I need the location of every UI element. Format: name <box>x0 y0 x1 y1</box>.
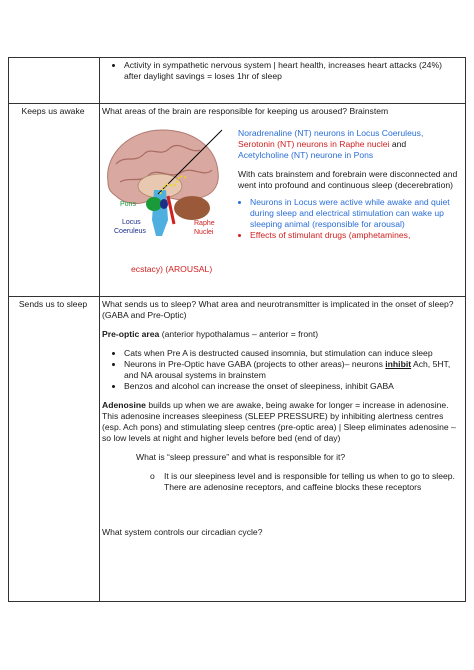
raphe-label-1: Raphe <box>194 220 215 227</box>
row2-nt-list <box>238 128 460 241</box>
raphe-label-2: Nuclei <box>194 229 214 236</box>
inhibit-word: inhibit <box>385 359 412 369</box>
preoptic-bullet-3: • Benzos and alcohol can increase the onset of sleepiness, inhibit GABA <box>124 381 460 392</box>
nt-serotonin: Serotonin (NT) neurons in Raphe nuclei <box>238 139 390 149</box>
preoptic-bullet-2 <box>124 359 460 381</box>
preoptic-heading: Pre-optic area <box>102 329 160 339</box>
preoptic-desc: (anterior hypothalamus – anterior = front) <box>159 329 319 339</box>
adenosine-heading: Adenosine <box>102 400 146 410</box>
nt-noradrenaline: Noradrenaline (NT) neurons in Locus Coeruleus, <box>238 128 424 138</box>
row3-content <box>102 299 460 538</box>
gaba-text: Neurons in Pre-Optic have GABA (projects to other areas)– neurons <box>124 359 386 369</box>
row1-bullet: • Activity in sympathetic nervous system | heart health, increases heart attacks (24%) after daylight savings = loses 1hr of sleep <box>124 60 460 82</box>
row1-content <box>102 60 460 82</box>
cats-decerebration: With cats brainstem and forebrain were disconnected and went into profound and continuous sleep (decerebration) <box>238 169 458 190</box>
adenosine-desc: builds up when we are awake, being awake for longer = increase in adenosine. This adenosine increases sleepiness (SLEEP PRESSURE) by inhibiting alertness centres (esp. Ach pons) and stimulating sleep centres (pre-optic area) | Sleep eliminates adenosine – so low levels at night and higher levels before bed (end of day) <box>102 400 456 443</box>
row3-question: What sends us to sleep? What area and neurotransmitter is implicated in the onset of sleep? (GABA and Pre-Optic) <box>102 299 454 320</box>
locus-region <box>160 199 168 209</box>
row2-label: Keeps us awake <box>21 106 85 116</box>
locus-label-2: Coeruleus <box>114 228 146 235</box>
pons-label: Pons <box>120 201 136 208</box>
pons-region <box>146 197 162 211</box>
circadian-question: What system controls our circadian cycle? <box>102 527 263 537</box>
brainstem-diagram <box>100 124 224 248</box>
row2-question: What areas of the brain are responsible for keeping us aroused? Brainstem <box>102 106 389 116</box>
sleep-pressure-question: What is “sleep pressure” and what is responsible for it? <box>136 452 346 462</box>
stimulant-drugs-bullet: • Effects of stimulant drugs (amphetamines, <box>250 230 460 241</box>
preoptic-bullet-1: • Cats when Pre A is destructed caused insomnia, but stimulation can induce sleep <box>124 348 460 359</box>
nt-acetylcholine: Acetylcholine (NT) neurone in Pons <box>238 150 374 160</box>
nt-and: and <box>389 139 407 149</box>
cerebellum-shape <box>174 196 210 220</box>
sleep-pressure-answer: o It is our sleepiness level and is responsible for telling us when to go to sleep. There are adenosine receptors, and caffeine blocks these receptors <box>164 471 460 493</box>
row3-label: Sends us to sleep <box>18 299 88 309</box>
stimulant-drugs-cont: ecstacy) (AROUSAL) <box>131 264 213 274</box>
locus-label-1: Locus <box>122 219 141 226</box>
notes-table <box>8 57 466 602</box>
row-divider <box>9 103 465 104</box>
locus-activity-bullet: • Neurons in Locus were active while awake and quiet during sleep and electrical stimulation can wake up sleeping animal (responsible for arousal) <box>250 197 460 230</box>
row-divider <box>9 296 465 297</box>
gaba-text-cont: Ach, 5HT, and NA arousal systems in brainstem <box>124 359 451 380</box>
